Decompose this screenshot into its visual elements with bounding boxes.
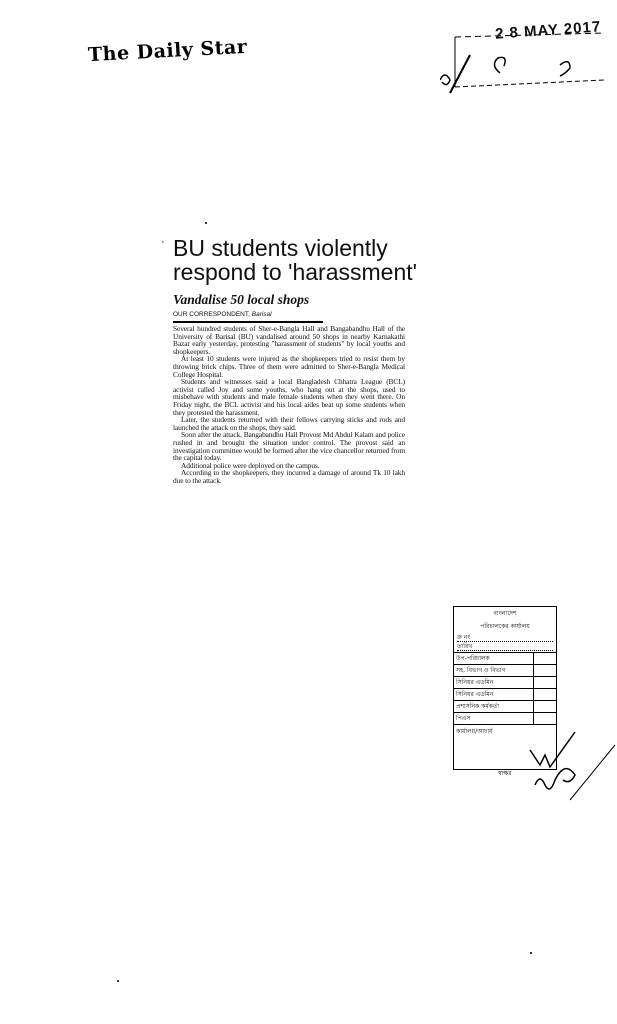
form-row: পিএস xyxy=(454,712,556,724)
form-subtitle: পরিচালকের কার্যালয় xyxy=(480,623,530,630)
form-line-date: তারিখ xyxy=(457,643,553,651)
margin-mark: ' xyxy=(162,240,164,251)
article-paragraph: Later, the students returned with their fellows carrying sticks and rods and launched the attack on the shops, they said. xyxy=(173,415,405,432)
form-row: সিনিয়র এডমিন xyxy=(454,676,556,688)
article-paragraph: According to the shopkeepers, they incurred a damage of around Tk 10 lakh due to the attack. xyxy=(173,468,405,485)
speck xyxy=(530,952,532,954)
speck xyxy=(117,980,119,982)
handwritten-signature xyxy=(510,700,617,810)
article-paragraph: At least 10 students were injured as the shopkeepers tried to resist them by throwing brick chips. Three of them were admitted to Sher-e-Bangla Medical College Hospital. xyxy=(173,354,405,379)
byline-rule xyxy=(173,321,323,323)
form-line-number: ক্র নং xyxy=(457,634,553,642)
article-paragraph: Students and witnesses said a local Bangladesh Chhatra League (BCL) activist called Joy and some youths, who hang out at the shops, used to misbehave with students and male female students when they went there. On Friday night, the BCL activist and his local aides beat up some students when they protested the harassment. xyxy=(173,377,405,417)
form-row: উপ-পরিচালক xyxy=(454,652,556,664)
article-headline: BU students violently respond to 'harassment' xyxy=(173,235,418,285)
newspaper-masthead: The Daily Star xyxy=(87,35,248,67)
stamp-date: 2 8 MAY 2017 xyxy=(494,18,602,43)
speck xyxy=(205,222,207,224)
byline-place: Barisal xyxy=(251,311,272,318)
signature-label: স্বাক্ষর xyxy=(498,770,512,777)
article-subhead: Vandalise 50 local shops xyxy=(173,292,310,307)
form-row: সহ. বিভাগ ও বিভাগ xyxy=(454,664,556,676)
article-byline xyxy=(173,311,272,318)
form-title: বাংলাদেশ xyxy=(493,610,517,617)
form-last-row: কার্যালয়/আচার্য xyxy=(454,724,556,769)
form-row: প্রশাসনিক কর্মকর্তা xyxy=(454,700,556,712)
article-body xyxy=(173,325,405,484)
article-paragraph: Several hundred students of Sher-e-Bangla Hall and Bangabandhu Hall of the University of Barisal (BU) vandalised around 50 shops in nearby Karnakathi Bazar early yesterday, protesting "harassment of students" by local youths and shopkeepers. xyxy=(173,324,405,356)
article-paragraph: Additional police were deployed on the campus. xyxy=(181,460,320,470)
byline-author: OUR CORRESPONDENT, xyxy=(173,311,250,318)
article-paragraph: Soon after the attack, Bangabandhu Hall Provost Md Abdul Kalam and police rushed in and brought the situation under control. The provost said an investigation committee would be formed after the vice chancellor returned from the capital today. xyxy=(173,430,405,463)
form-row: সিনিয়র এডমিন xyxy=(454,688,556,700)
